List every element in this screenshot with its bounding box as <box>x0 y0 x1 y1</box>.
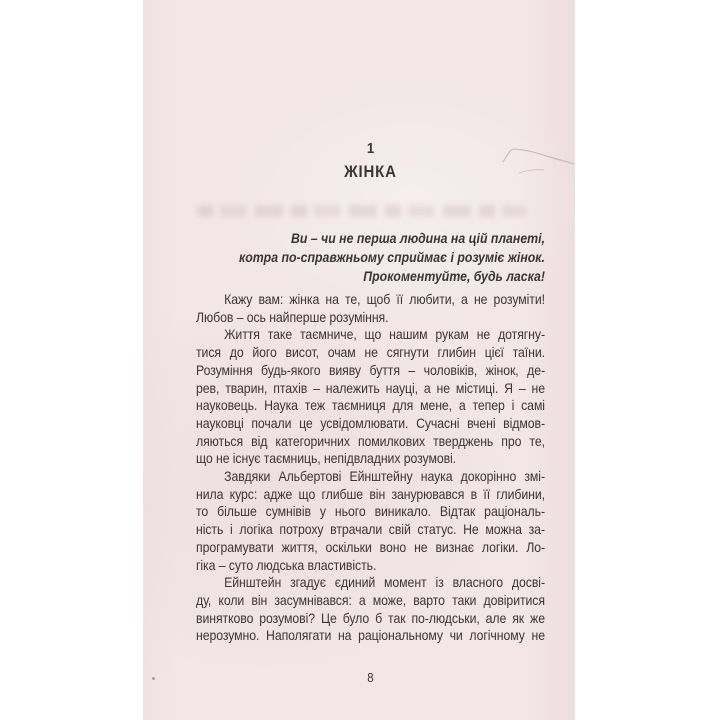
text-line: Життя таке таємниче, що нашим рукам не дотягну- <box>224 326 545 343</box>
paragraph <box>196 326 545 468</box>
text-line: Завдяки Альбертові Ейнштейну наука докорінно змі- <box>224 468 545 485</box>
text-line: науковець. Наука теж таємниця для мене, а тепер і самі <box>196 397 545 414</box>
book-page-scan <box>143 0 575 720</box>
text-line: то більше сумнівів у нього виникало. Відтак раціональ- <box>196 503 545 520</box>
text-line: ляються від категоричних помилкових тверджень про те, <box>196 432 545 449</box>
scan-speck <box>152 677 155 680</box>
text-line: нила курс: адже що глибше він занурювався в її глибини, <box>196 485 545 502</box>
text-line: рев, тварин, птахів – належить науці, а не містиці. Я – не <box>196 379 545 396</box>
chapter-title: ЖІНКА <box>344 162 397 181</box>
text-line: Ви – чи не перша людина на цій планеті, <box>290 230 545 246</box>
body-text <box>196 291 545 645</box>
text-line: Прокоментуйте, будь ласка! <box>363 268 545 284</box>
text-line: Кажу вам: жінка на те, щоб її любити, а не розуміти! <box>224 291 545 307</box>
text-line: Ейнштейн згадує єдиний момент із власного досві- <box>224 574 545 591</box>
epigraph <box>196 229 545 286</box>
text-line: гіка – суто людська властивість. <box>196 556 377 573</box>
text-column <box>196 0 545 720</box>
text-line: Розуміння будь-якого вияву буття – чоловіків, жінок, де- <box>196 361 545 378</box>
paragraph <box>196 468 545 574</box>
text-line: тися до його висот, очам не сягнути глибин цієї таїни. <box>196 344 545 361</box>
text-line: що не існує таємниць, непідвладних розумові. <box>196 450 457 467</box>
page-number: 8 <box>367 670 374 685</box>
text-line: програмувати життя, оскільки воно не визнає логіки. Ло- <box>196 538 545 555</box>
text-line: ність і логіка потроху втрачали свій статус. Не можна за- <box>196 521 545 538</box>
text-line: науковці почали це усвідомлювати. Сучасні вчені відмов- <box>196 414 545 431</box>
text-line: ду, коли він засумнівався: а може, варто таки довіритися <box>196 591 545 608</box>
text-line: котра по-справжньому сприймає і розуміє жінок. <box>238 249 545 265</box>
paragraph <box>196 574 545 645</box>
text-line: винятково розумові? Це було б так по-людськи, але як же <box>196 609 545 626</box>
text-line: нерозумно. Наполягати на раціональному чи логічному не <box>196 627 545 644</box>
text-line: Любов – ось найперше розуміння. <box>196 308 389 325</box>
paragraph <box>196 291 545 326</box>
chapter-number: 1 <box>366 140 375 157</box>
